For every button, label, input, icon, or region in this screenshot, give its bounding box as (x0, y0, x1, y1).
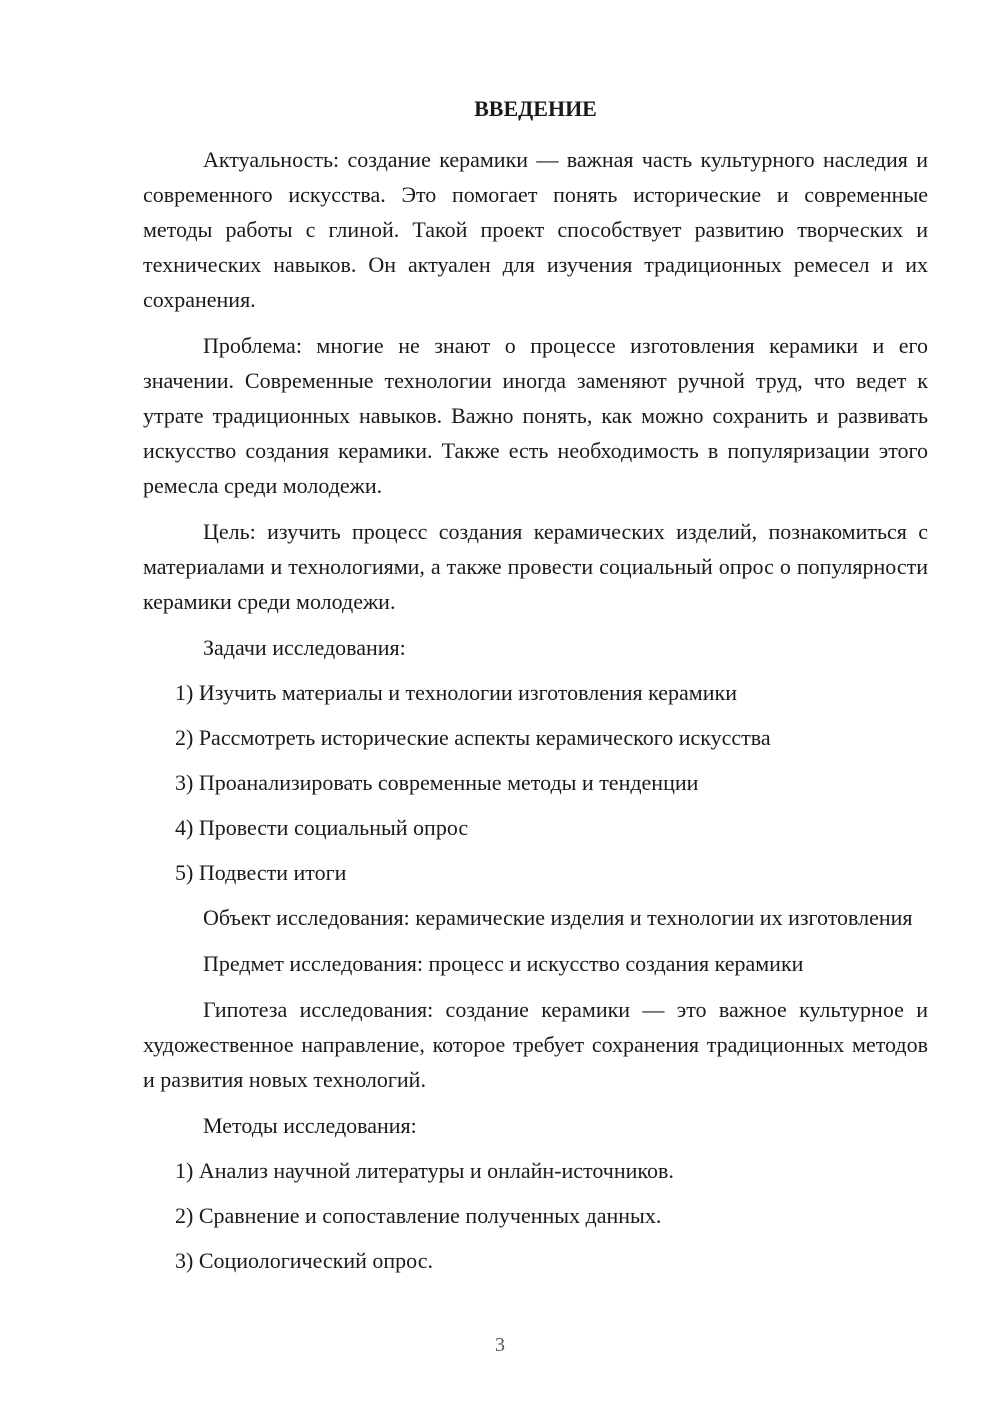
methods-label: Методы исследования: (203, 1113, 417, 1138)
tasks-label: Задачи исследования: (203, 635, 406, 660)
subject-paragraph: Предмет исследования: процесс и искусство создания керамики (203, 951, 804, 976)
page-number: 3 (495, 1334, 505, 1356)
document-page (143, 92, 928, 1288)
hypothesis-paragraph: Гипотеза исследования: создание керамики — это важное культурное и художественное направление, которое требует сохранения традиционных методов и развития новых технологий. (143, 997, 928, 1092)
problem-paragraph: Проблема: многие не знают о процессе изготовления керамики и его значении. Современные технологии иногда заменяют ручной труд, что ведет к утрате традиционных навыков. Важно понять, как можно сохранить и развивать искусство создания керамики. Также есть необходимость в популяризации этого ремесла среди молодежи. (143, 333, 928, 498)
task-item: 3) Проанализировать современные методы и тенденции (175, 770, 699, 795)
method-item: 2) Сравнение и сопоставление полученных данных. (175, 1203, 662, 1228)
relevance-paragraph: Актуальность: создание керамики — важная часть культурного наследия и современного искусства. Это помогает понять исторические и современные методы работы с глиной. Такой проект способствует развитию творческих и технических навыков. Он актуален для изучения традиционных ремесел и их сохранения. (143, 147, 928, 312)
tasks-list (143, 675, 928, 890)
goal-paragraph: Цель: изучить процесс создания керамических изделий, познакомиться с материалами и технологиями, а также провести социальный опрос о популярности керамики среди молодежи. (143, 519, 928, 614)
method-item: 1) Анализ научной литературы и онлайн-источников. (175, 1158, 674, 1183)
object-paragraph: Объект исследования: керамические изделия и технологии их изготовления (203, 905, 913, 930)
methods-list (143, 1153, 928, 1278)
section-title: ВВЕДЕНИЕ (474, 96, 597, 121)
task-item: 5) Подвести итоги (175, 860, 347, 885)
task-item: 2) Рассмотреть исторические аспекты керамического искусства (175, 725, 771, 750)
method-item: 3) Социологический опрос. (175, 1248, 433, 1273)
task-item: 4) Провести социальный опрос (175, 815, 469, 840)
task-item: 1) Изучить материалы и технологии изготовления керамики (175, 680, 737, 705)
